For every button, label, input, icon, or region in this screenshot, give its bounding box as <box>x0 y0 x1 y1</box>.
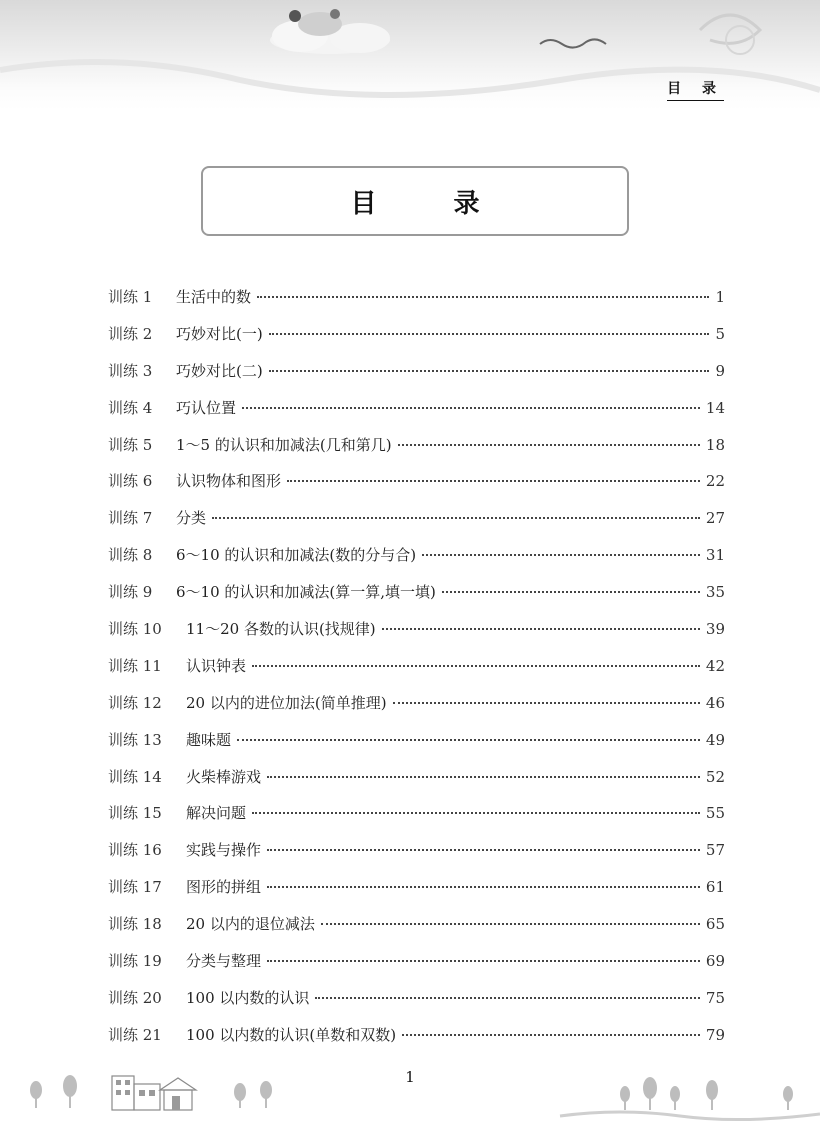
toc-entry[interactable] <box>108 505 725 542</box>
toc-entry[interactable] <box>108 800 725 837</box>
toc-entry[interactable] <box>108 985 725 1022</box>
toc-dot-leader <box>269 369 710 372</box>
toc-entry-number: 训练 7 <box>108 509 153 528</box>
toc-entry-number: 训练 3 <box>108 361 153 380</box>
toc-entry-number: 训练 17 <box>108 878 162 897</box>
toc-dot-leader <box>257 295 709 298</box>
toc-entry-page: 61 <box>705 878 725 897</box>
toc-entry-number: 训练 14 <box>108 767 162 786</box>
toc-entry-page: 22 <box>705 472 725 491</box>
toc-dot-leader <box>212 516 700 519</box>
toc-entry-title: 生活中的数 <box>176 288 252 306</box>
trees-houses-decoration-icon <box>0 1050 820 1122</box>
toc-dot-leader <box>252 664 700 667</box>
toc-entry[interactable] <box>108 579 725 616</box>
toc-dot-leader <box>267 885 700 888</box>
toc-entry-number: 训练 4 <box>108 398 153 417</box>
toc-entry-number: 训练 11 <box>108 656 162 675</box>
toc-entry-page: 18 <box>705 435 725 454</box>
toc-entry-title: 实践与操作 <box>186 841 262 860</box>
toc-entry[interactable] <box>108 690 725 727</box>
toc-entry[interactable] <box>108 764 725 801</box>
toc-entry-title: 6～10 的认识和加减法(算一算,填一填) <box>176 583 436 602</box>
toc-entry-title: 100 以内数的认识(单数和双数) <box>186 1025 397 1044</box>
toc-dot-leader <box>315 996 700 999</box>
toc-entry-page: 65 <box>705 915 725 934</box>
page-number: 1 <box>405 1068 415 1086</box>
toc-dot-leader <box>267 775 700 778</box>
toc-dot-leader <box>252 811 700 814</box>
title-box <box>201 166 629 236</box>
page-title: 目 录 <box>350 188 514 219</box>
toc-dot-leader <box>422 553 700 556</box>
toc-dot-leader <box>267 848 700 851</box>
toc-entry[interactable] <box>108 542 725 579</box>
toc-entry-title: 巧妙对比(一) <box>176 324 263 343</box>
toc-dot-leader <box>267 959 700 962</box>
toc-entry-number: 训练 12 <box>108 693 162 712</box>
toc-entry-number: 训练 2 <box>108 324 153 343</box>
toc-entry[interactable] <box>108 653 725 690</box>
toc-entry-title: 巧认位置 <box>176 398 237 417</box>
toc-entry[interactable] <box>108 874 725 911</box>
toc-entry[interactable] <box>108 395 725 432</box>
toc-entry[interactable] <box>108 948 725 985</box>
top-banner <box>0 0 820 110</box>
toc-dot-leader <box>242 406 700 409</box>
toc-dot-leader <box>237 738 700 741</box>
toc-entry-number: 训练 8 <box>108 546 153 565</box>
toc-entry-number: 训练 13 <box>108 730 162 749</box>
toc-dot-leader <box>442 590 700 593</box>
toc-entry-page: 14 <box>705 398 725 417</box>
toc-dot-leader <box>321 922 700 925</box>
toc-entry-title: 6～10 的认识和加减法(数的分与合) <box>176 546 417 565</box>
toc-entry[interactable] <box>108 284 725 321</box>
toc-entry-title: 认识钟表 <box>186 656 247 675</box>
toc-entry-number: 训练 16 <box>108 841 162 860</box>
toc-dot-leader <box>398 443 700 446</box>
toc-entry[interactable] <box>108 616 725 653</box>
toc-entry-title: 认识物体和图形 <box>176 472 282 491</box>
toc-entry-number: 训练 21 <box>108 1025 162 1044</box>
toc-entry-page: 79 <box>705 1025 725 1044</box>
toc-entry-page: 52 <box>705 767 725 786</box>
toc-entry-page: 1 <box>715 288 725 306</box>
toc-entry-title: 巧妙对比(二) <box>176 361 263 380</box>
toc-entry-page: 35 <box>705 583 725 602</box>
toc-dot-leader <box>269 332 710 335</box>
toc-entry-title: 分类 <box>176 509 207 528</box>
toc-entry[interactable] <box>108 837 725 874</box>
toc-entry-page: 27 <box>705 509 725 528</box>
toc-entry-title: 1～5 的认识和加减法(几和第几) <box>176 435 392 454</box>
toc-dot-leader <box>287 479 700 482</box>
toc-entry-page: 69 <box>705 952 725 971</box>
toc-entry-title: 火柴棒游戏 <box>186 767 262 786</box>
toc-entry-page: 57 <box>705 841 725 860</box>
toc-entry-title: 100 以内数的认识 <box>186 988 310 1007</box>
toc-entry-page: 75 <box>705 988 725 1007</box>
toc-entry[interactable] <box>108 468 725 505</box>
toc-entry[interactable] <box>108 432 725 469</box>
toc-entry[interactable] <box>108 358 725 395</box>
toc-entry-number: 训练 15 <box>108 804 162 823</box>
toc-entry-title: 分类与整理 <box>186 952 262 971</box>
toc-dot-leader <box>382 627 700 630</box>
toc-entry-page: 55 <box>705 804 725 823</box>
toc-entry-number: 训练 10 <box>108 620 162 639</box>
toc-entry-page: 5 <box>715 324 725 343</box>
toc-entry-number: 训练 1 <box>108 288 153 306</box>
toc-entry-title: 图形的拼组 <box>186 878 262 897</box>
toc-dot-leader <box>402 1033 700 1036</box>
toc-entry-page: 9 <box>715 361 725 380</box>
toc-entry-number: 训练 20 <box>108 988 162 1007</box>
toc-entry-title: 解决问题 <box>186 804 247 823</box>
toc-entry-number: 训练 19 <box>108 952 162 971</box>
table-of-contents <box>108 284 725 1059</box>
toc-entry-page: 31 <box>705 546 725 565</box>
toc-entry-page: 42 <box>705 656 725 675</box>
toc-entry-page: 46 <box>705 693 725 712</box>
toc-entry-title: 趣味题 <box>186 730 232 749</box>
toc-entry-number: 训练 6 <box>108 472 153 491</box>
running-header: 目 录 <box>667 78 724 101</box>
toc-entry[interactable] <box>108 321 725 358</box>
toc-entry-page: 39 <box>705 620 725 639</box>
toc-entry-number: 训练 5 <box>108 435 153 454</box>
toc-entry[interactable] <box>108 727 725 764</box>
toc-entry-title: 11～20 各数的认识(找规律) <box>186 620 376 639</box>
toc-entry-title: 20 以内的进位加法(简单推理) <box>186 693 387 712</box>
toc-entry-number: 训练 18 <box>108 915 162 934</box>
toc-entry-title: 20 以内的退位减法 <box>186 915 315 934</box>
toc-dot-leader <box>393 701 700 704</box>
toc-entry-page: 49 <box>705 730 725 749</box>
toc-entry[interactable] <box>108 911 725 948</box>
toc-entry-number: 训练 9 <box>108 583 153 602</box>
